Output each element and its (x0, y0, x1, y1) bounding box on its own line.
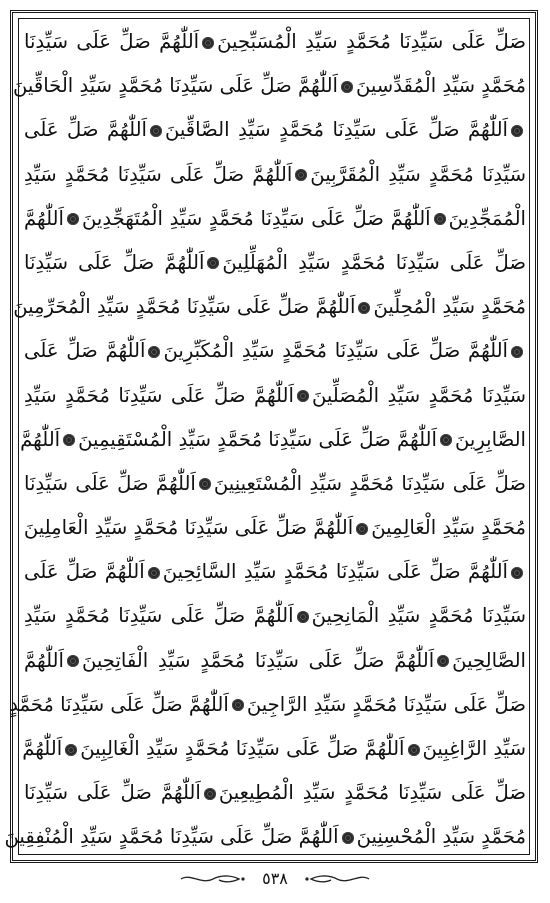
rosette-icon (67, 213, 79, 225)
right-flourish-icon (301, 872, 371, 886)
text-line (20, 418, 526, 462)
text-segment: اَللّٰهُمَّ صَلِّ عَلَى سَيِّدِنَا مُحَمَّدٍ سَيِّدِ الْغَالِبِينَ (80, 737, 405, 760)
rosette-icon (67, 655, 79, 667)
text-segment: اَللّٰهُمَّ (24, 206, 64, 230)
rosette-icon (150, 125, 162, 137)
text-line (24, 374, 526, 418)
text-segment: سَيِّدِنَا مُحَمَّدٍ سَيِّدِ الْمُقَرَّبِينَ (310, 162, 527, 186)
text-line (24, 639, 526, 683)
text-segment: اَللّٰهُمَّ صَلِّ عَلَى سَيِّدِنَا (24, 30, 200, 53)
text-segment: اَللّٰهُمَّ صَلِّ عَلَى (24, 560, 145, 584)
text-line (4, 815, 526, 859)
rosette-icon (148, 567, 160, 579)
text-segment: اَللّٰهُمَّ صَلِّ عَلَى سَيِّدِنَا مُحَمَّدٍ سَيِّدِ (24, 162, 293, 186)
text-segment: اَللّٰهُمَّ صَلِّ عَلَى سَيِّدِنَا مُحَمَّدٍ سَيِّدِ الْفَاتِحِينَ (81, 648, 435, 672)
text-segment: سَيِّدِ الرَّاغِبِينَ (422, 737, 526, 760)
text-line (24, 506, 526, 550)
rosette-icon (297, 390, 309, 402)
text-segment: مُحَمَّدٍ سَيِّدِ الْمُقَدِّسِينَ (355, 74, 526, 98)
rosette-icon (63, 434, 75, 446)
text-segment: الصَّالِحِينَ (452, 648, 526, 672)
page-number: ٥٣٨ (262, 869, 288, 888)
rosette-icon (199, 478, 211, 490)
text-line (24, 329, 526, 373)
text-segment: اَللّٰهُمَّ صَلِّ عَلَى سَيِّدِنَا مُحَمَّدٍ سَيِّدِ (24, 383, 294, 407)
rosette-icon (65, 744, 77, 756)
page-footer (0, 868, 550, 894)
rosette-icon (511, 567, 523, 579)
text-segment: صَلِّ عَلَى سَيِّدِنَا مُحَمَّدٍ سَيِّدِ الْمُهَلِّلِينَ (222, 250, 527, 274)
rosette-icon (295, 169, 307, 181)
text-line (13, 64, 526, 108)
text-segment: اَللّٰهُمَّ صَلِّ عَلَى (24, 339, 146, 363)
text-segment: اَللّٰهُمَّ صَلِّ عَلَى سَيِّدِنَا مُحَمَّدٍ سَيِّدِ الْعَامِلِينَ (23, 516, 354, 540)
text-line (24, 462, 526, 506)
text-line (24, 727, 526, 771)
text-segment: اَللّٰهُمَّ (20, 427, 61, 451)
text-line (24, 153, 526, 197)
left-flourish-icon (179, 872, 249, 886)
rosette-icon (511, 125, 523, 137)
text-line (13, 285, 526, 329)
text-segment: صَلِّ عَلَى سَيِّدِنَا مُحَمَّدٍ سَيِّدِ الرَّاجِينَ (246, 692, 526, 716)
text-segment: اَللّٰهُمَّ صَلِّ عَلَى سَيِّدِنَا مُحَمَّدٍ سَيِّدِ الْحَاقِّينَ (13, 74, 338, 98)
rosette-icon (437, 655, 449, 667)
text-segment: اَللّٰهُمَّ صَلِّ عَلَى سَيِّدِنَا مُحَمَّدٍ سَيِّدِ الْمُسْتَقِيمِينَ (78, 427, 437, 451)
rosette-icon (341, 81, 353, 93)
rosette-icon (356, 523, 368, 535)
rosette-icon (434, 213, 446, 225)
text-segment: اَللّٰهُمَّ صَلِّ عَلَى سَيِّدِنَا مُحَمَّدٍ سَيِّدِ الْمُحَرِّمِينَ (13, 295, 356, 319)
text-segment: اَللّٰهُمَّ صَلِّ عَلَى (24, 118, 147, 142)
text-segment: صَلِّ عَلَى سَيِّدِنَا مُحَمَّدٍ سَيِّدِ الْمُسَبِّحِينَ (217, 30, 526, 53)
text-segment: اَللّٰهُمَّ صَلِّ عَلَى سَيِّدِنَا مُحَمَّدٍ سَيِّدِ (24, 604, 294, 628)
text-segment: صَلِّ عَلَى سَيِّدِنَا مُحَمَّدٍ سَيِّدِ الْمُطِيعِينَ (218, 781, 526, 805)
rosette-icon (297, 611, 309, 623)
text-line (9, 683, 526, 727)
text-segment: الصَّابِرِينَ (454, 427, 526, 451)
text-line (24, 241, 526, 285)
text-segment: سَيِّدِنَا مُحَمَّدٍ سَيِّدِ الْمَانِحِينَ (311, 604, 526, 628)
rosette-icon (204, 788, 216, 800)
rosette-icon (440, 434, 452, 446)
text-segment: اَللّٰهُمَّ (22, 737, 63, 760)
rosette-icon (511, 346, 523, 358)
prayer-text-block (4, 20, 527, 860)
text-line (24, 550, 526, 594)
text-line (24, 20, 526, 64)
text-segment: اَللّٰهُمَّ صَلِّ عَلَى سَيِّدِنَا مُحَمَّدٍ سَيِّدِ الْمُنْفِقِينَ (4, 825, 339, 849)
text-segment: اَللّٰهُمَّ صَلِّ عَلَى سَيِّدِنَا مُحَمَّدٍ سَيِّدِ الْمُكَبِّرِينَ (163, 339, 508, 363)
text-line (24, 108, 526, 152)
text-segment: مُحَمَّدٍ سَيِّدِ الْعَالِمِينَ (371, 516, 526, 540)
text-segment: اَللّٰهُمَّ صَلِّ عَلَى سَيِّدِنَا (24, 781, 201, 805)
text-segment: سَيِّدِنَا مُحَمَّدٍ سَيِّدِ الْمُصَلِّينَ (311, 383, 526, 407)
text-segment: مُحَمَّدٍ سَيِّدِ الْمُحِلِّينَ (373, 295, 526, 319)
rosette-icon (202, 37, 214, 49)
text-segment: اَللّٰهُمَّ صَلِّ عَلَى سَيِّدِنَا مُحَمَّدٍ سَيِّدِ السَّائِحِينَ (162, 560, 509, 584)
text-segment: صَلِّ عَلَى سَيِّدِنَا مُحَمَّدٍ سَيِّدِ الْمُسْتَعِينِينَ (213, 471, 526, 495)
text-segment: مُحَمَّدٍ سَيِّدِ الْمُحْسِنِينَ (356, 825, 526, 849)
text-segment: اَللّٰهُمَّ صَلِّ عَلَى سَيِّدِنَا (24, 250, 205, 274)
rosette-icon (358, 302, 370, 314)
text-segment: اَللّٰهُمَّ صَلِّ عَلَى سَيِّدِنَا مُحَمَّدٍ سَيِّدِ الصَّاقِّينَ (164, 118, 508, 142)
text-line (24, 594, 526, 638)
text-segment: اَللّٰهُمَّ صَلِّ عَلَى سَيِّدِنَا مُحَمَّدٍ سَيِّدِ الْمُتَهَجِّدِينَ (81, 206, 431, 230)
rosette-icon (408, 744, 420, 756)
text-line (24, 197, 526, 241)
text-segment: اَللّٰهُمَّ (24, 648, 64, 672)
text-segment: اَللّٰهُمَّ صَلِّ عَلَى سَيِّدِنَا (24, 471, 196, 495)
text-line (24, 771, 526, 815)
text-segment: اَللّٰهُمَّ صَلِّ عَلَى سَيِّدِنَا مُحَمَّدٍ (9, 692, 229, 716)
text-segment: الْمُمَجِّدِينَ (448, 206, 526, 230)
rosette-icon (232, 699, 244, 711)
rosette-icon (342, 832, 354, 844)
rosette-icon (207, 257, 219, 269)
rosette-icon (148, 346, 160, 358)
